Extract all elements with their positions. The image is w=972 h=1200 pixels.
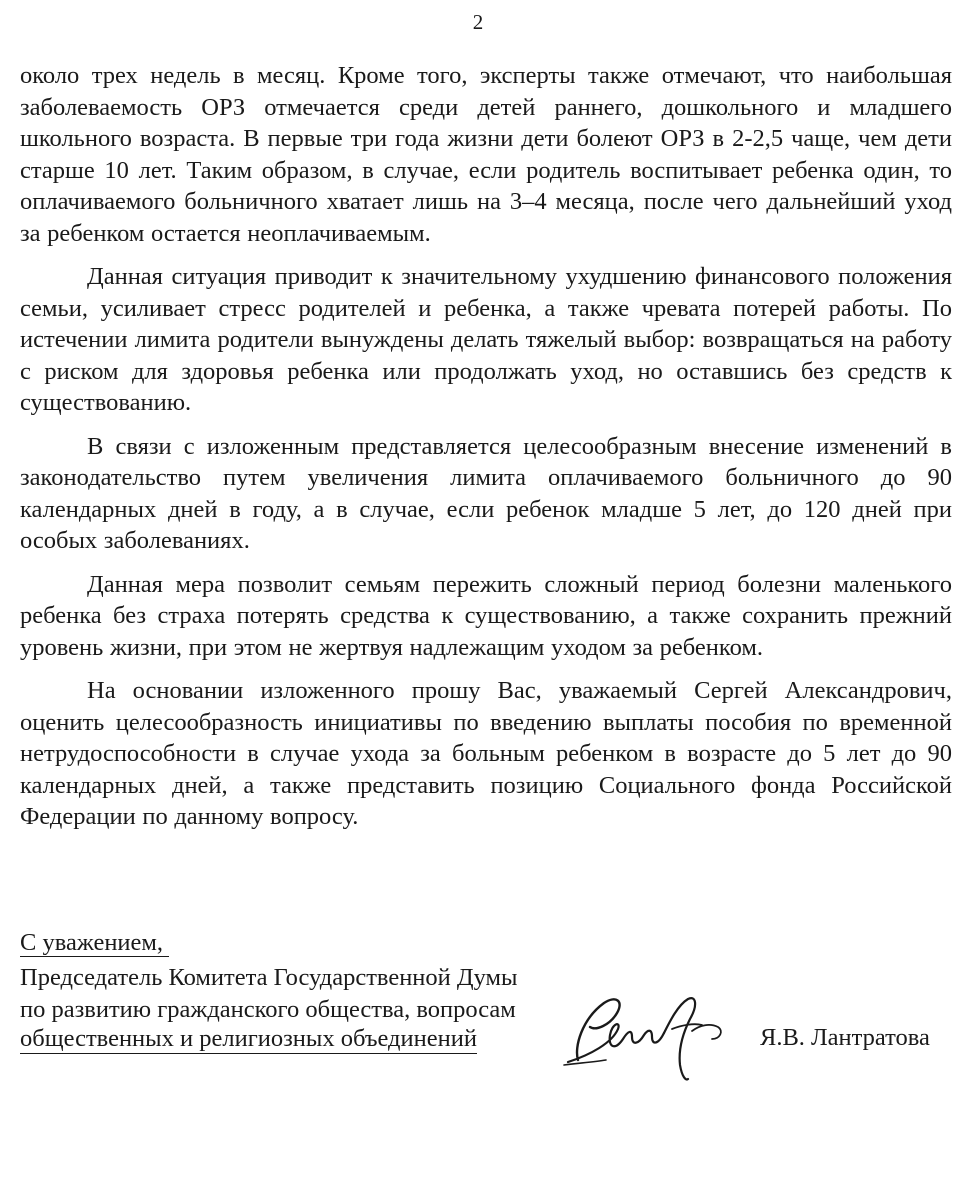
handwritten-signature xyxy=(560,985,740,1085)
letter-body xyxy=(20,60,952,845)
closing xyxy=(20,928,169,958)
signatory-position xyxy=(20,962,580,1054)
closing-text: С уважением, xyxy=(20,930,169,957)
paragraph-situation: Данная ситуация приводит к значительному ухудшению финансового положения семьи, усиливает стресс родителей и ребенка, а также чревата потерей работы. По истечении лимита родители вынуждены делать тяжелый выбор: возвращаться на работу с риском для здоровья ребенка или продолжать уход, но оставшись без средств к существованию. xyxy=(20,263,952,416)
page-number: 2 xyxy=(472,10,484,34)
paragraph-proposal: В связи с изложенным представляется целесообразным внесение изменений в законодательство путем увеличения лимита оплачиваемого больничного до 90 календарных дней в году, а в случае, если ребенок младше 5 лет, до 120 дней при особых заболеваниях. xyxy=(20,432,952,554)
position-line: Председатель Комитета Государственной Думы xyxy=(20,964,518,991)
signer-name: Я.В. Лантратова xyxy=(760,1024,930,1051)
position-line: по развитию гражданского общества, вопросам xyxy=(20,995,516,1023)
position-line: общественных и религиозных объединений xyxy=(20,1025,477,1052)
paragraph-request: На основании изложенного прошу Вас, уважаемый Сергей Александрович, оценить целесообразность инициативы по введению выплаты пособия по временной нетрудоспособности в случае ухода за больным ребенком в возрасте до 5 лет до 90 календарных дней, а также представить позицию Социального фонда Российской Федерации по данному вопросу. xyxy=(20,677,952,830)
paragraph-benefit: Данная мера позволит семьям пережить сложный период болезни маленького ребенка без страха потерять средства к существованию, а также сохранить прежний уровень жизни, при этом не жертвуя надлежащим уходом за ребенком. xyxy=(20,570,952,661)
paragraph-continuation: около трех недель в месяц. Кроме того, эксперты также отмечают, что наибольшая заболеваемость ОРЗ отмечается среди детей раннего, дошкольного и младшего школьного возраста. В первые три года жизни дети болеют ОРЗ в 2-2,5 чаще, чем дети старше 10 лет. Таким образом, в случае, если родитель воспитывает ребенка один, то оплачиваемого больничного хватает лишь на 3–4 месяца, после чего дальнейший уход за ребенком остается неоплачиваемым. xyxy=(20,62,952,247)
